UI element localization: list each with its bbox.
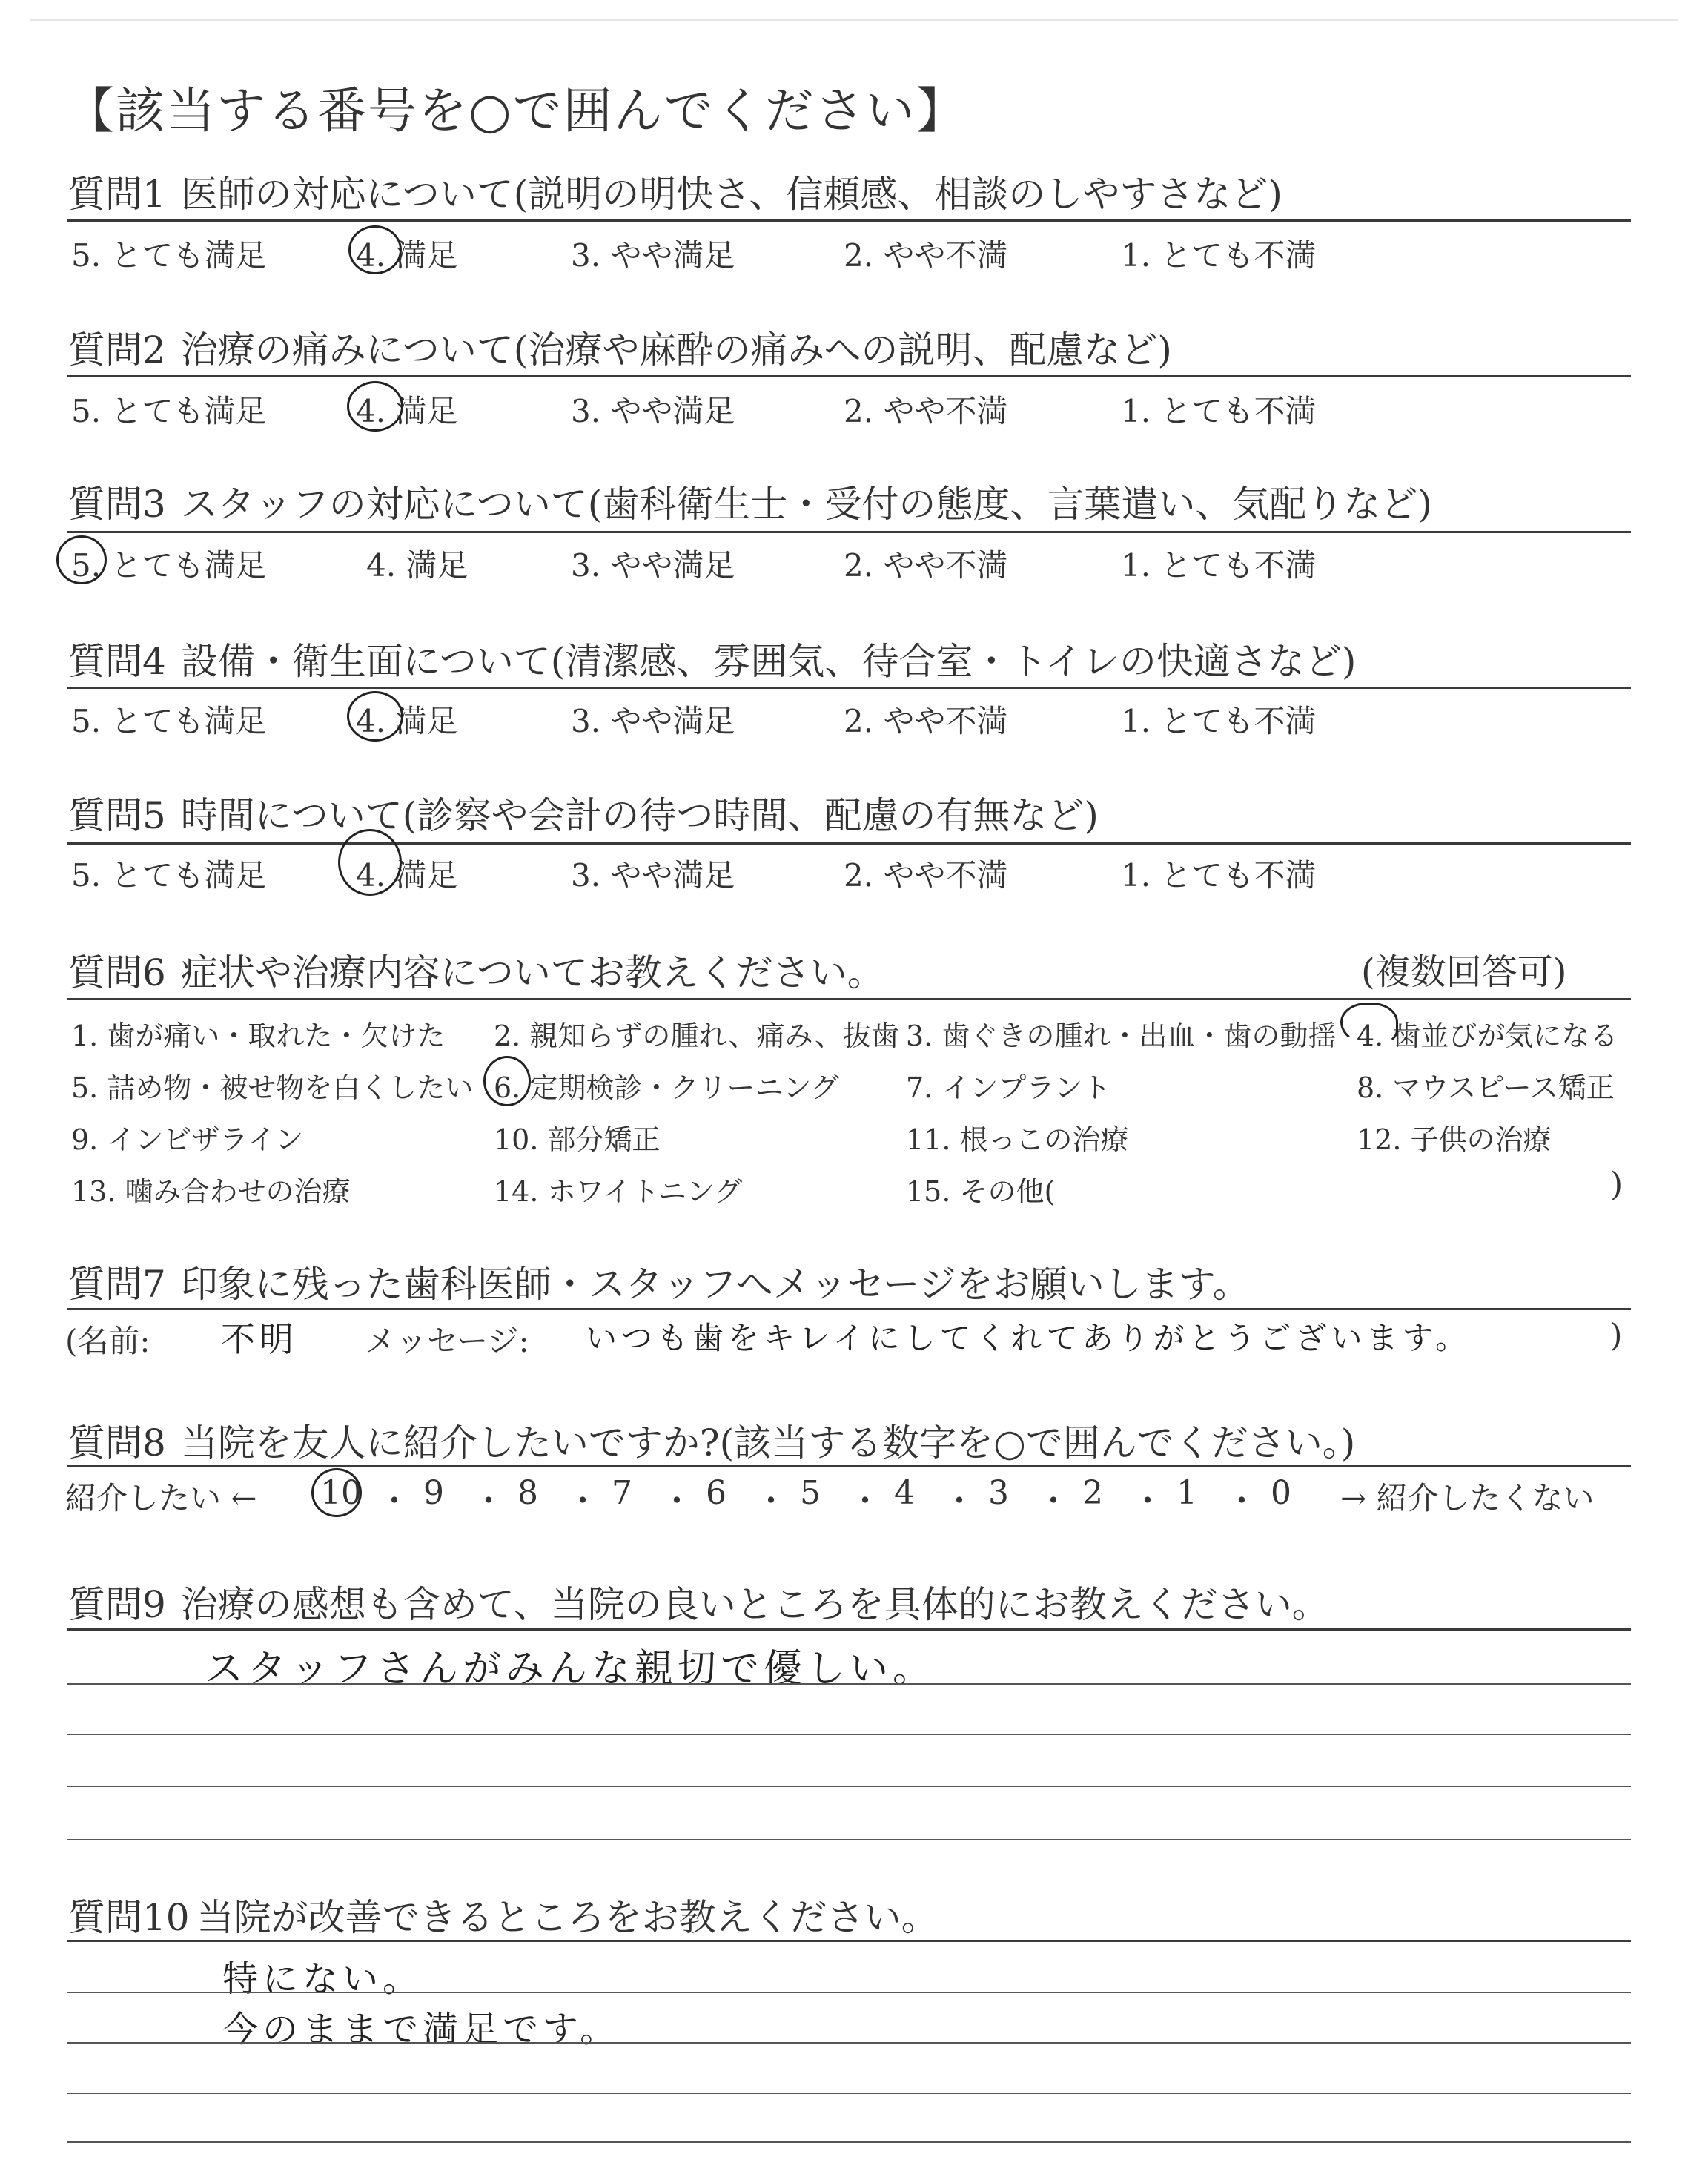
q5-option-2[interactable]: 2. やや不満 — [844, 857, 1008, 894]
q1-number: 質問1 — [68, 173, 166, 216]
q8-scale-separator: ・ — [943, 1482, 976, 1520]
q3-option-5[interactable]: 5. とても満足 — [71, 547, 267, 584]
q10-title — [68, 1888, 939, 1941]
q10-answer-line-2 — [67, 2042, 1631, 2044]
q7-number: 質問7 — [68, 1263, 166, 1306]
q2-rule — [67, 375, 1631, 377]
q6-option-2[interactable]: 2. 親知らずの腫れ、痛み、抜歯 — [494, 1020, 899, 1052]
q1-rule — [67, 219, 1631, 222]
q6-option-13[interactable]: 13. 噛み合わせの治療 — [71, 1175, 351, 1208]
q7-title — [68, 1255, 1250, 1308]
q10-answer-line-1 — [67, 1992, 1631, 1993]
q6-option-5[interactable]: 5. 詰め物・被せ物を白くしたい — [71, 1071, 474, 1104]
q6-option-14[interactable]: 14. ホワイトニング — [494, 1175, 743, 1208]
q6-other-close-paren: ) — [1610, 1166, 1623, 1203]
q1-option-5[interactable]: 5. とても満足 — [71, 237, 267, 274]
q8-scale-separator: ・ — [566, 1482, 599, 1520]
form-heading: 【該当する番号を○で囲んでください】 — [65, 82, 967, 139]
q8-scale-option-3[interactable]: 3 — [988, 1474, 1009, 1512]
q7-text: 印象に残った歯科医師・スタッフへメッセージをお願いします。 — [180, 1263, 1250, 1306]
q5-number: 質問5 — [68, 794, 166, 837]
q10-answer-line-3 — [67, 2093, 1631, 2094]
q6-number: 質問6 — [68, 951, 166, 994]
q5-text: 時間について(診察や会計の待つ時間、配慮の有無など) — [180, 794, 1099, 837]
q1-option-2[interactable]: 2. やや不満 — [844, 237, 1008, 274]
q10-text: 当院が改善できるところをお教えください。 — [196, 1896, 939, 1939]
q6-option-10[interactable]: 10. 部分矯正 — [494, 1123, 661, 1156]
q8-scale-option-7[interactable]: 7 — [612, 1474, 632, 1512]
q8-scale-option-0[interactable]: 0 — [1271, 1474, 1291, 1512]
q10-answer-line2[interactable]: 今のままで満足です。 — [222, 2009, 620, 2050]
q6-text: 症状や治療内容についてお教えください。 — [180, 951, 884, 994]
q2-text: 治療の痛みについて(治療や麻酔の痛みへの説明、配慮など) — [180, 328, 1172, 371]
q6-option-1[interactable]: 1. 歯が痛い・取れた・欠けた — [71, 1020, 446, 1052]
q5-title — [68, 786, 1099, 839]
q6-option-15[interactable]: 15. その他( — [906, 1175, 1056, 1208]
q3-text: スタッフの対応について(歯科衛生士・受付の態度、言葉遣い、気配りなど) — [180, 483, 1432, 526]
q10-answer-line1[interactable]: 特にない。 — [222, 1958, 423, 2000]
q4-option-1[interactable]: 1. とても不満 — [1121, 703, 1317, 739]
q3-option-2[interactable]: 2. やや不満 — [844, 547, 1008, 584]
q7-name-value[interactable]: 不明 — [221, 1319, 298, 1359]
q7-rule — [67, 1308, 1631, 1310]
q2-number: 質問2 — [68, 328, 166, 371]
q2-option-3[interactable]: 3. やや満足 — [571, 393, 735, 429]
q8-scale-option-1[interactable]: 1 — [1176, 1474, 1197, 1512]
q10-rule — [67, 1940, 1631, 1942]
q8-scale-separator: ・ — [1131, 1482, 1164, 1520]
q8-scale-separator: ・ — [1225, 1482, 1258, 1520]
q4-text: 設備・衛生面について(清潔感、雰囲気、待合室・トイレの快適さなど) — [180, 640, 1357, 683]
q8-rule — [67, 1465, 1631, 1467]
q8-scale-option-9[interactable]: 9 — [423, 1474, 444, 1512]
q10-answer-line-4 — [67, 2141, 1631, 2143]
q8-scale-separator: ・ — [755, 1482, 787, 1520]
q6-option-4[interactable]: 4. 歯並びが気になる — [1357, 1020, 1618, 1052]
q8-scale-option-2[interactable]: 2 — [1082, 1474, 1103, 1512]
q6-option-11[interactable]: 11. 根っこの治療 — [906, 1123, 1129, 1156]
q8-title — [68, 1413, 1355, 1467]
q6-rule — [67, 998, 1631, 1000]
q2-option-2[interactable]: 2. やや不満 — [844, 393, 1008, 429]
q9-number: 質問9 — [68, 1583, 166, 1626]
q6-multi-answer-note: (複数回答可) — [1361, 951, 1567, 993]
q6-option-8[interactable]: 8. マウスピース矯正 — [1357, 1071, 1615, 1104]
q7-name-label: (名前: — [65, 1323, 150, 1359]
q8-scale-separator: ・ — [472, 1482, 505, 1520]
q6-option-12[interactable]: 12. 子供の治療 — [1357, 1123, 1552, 1156]
q5-option-1[interactable]: 1. とても不満 — [1121, 857, 1317, 894]
q8-scale-option-4[interactable]: 4 — [894, 1474, 915, 1512]
q8-scale-option-5[interactable]: 5 — [800, 1474, 821, 1512]
q6-option-3[interactable]: 3. 歯ぐきの腫れ・出血・歯の動揺 — [906, 1020, 1337, 1052]
q5-rule — [67, 842, 1631, 845]
q9-answer-line-4 — [67, 1839, 1631, 1840]
q8-text: 当院を友人に紹介したいですか?(該当する数字を○で囲んでください。) — [180, 1421, 1356, 1464]
q3-title — [68, 475, 1432, 528]
q1-title — [68, 165, 1282, 218]
q8-scale-option-8[interactable]: 8 — [517, 1474, 538, 1512]
q2-title — [68, 320, 1172, 374]
q1-text: 医師の対応について(説明の明快さ、信頼感、相談のしやすさなど) — [180, 173, 1282, 216]
q5-option-4[interactable]: 4. 満足 — [356, 857, 458, 894]
q9-answer-line-3 — [67, 1786, 1631, 1787]
q8-scale-option-6[interactable]: 6 — [706, 1474, 726, 1512]
q8-scale-separator: ・ — [661, 1482, 693, 1520]
q9-answer-line-1 — [67, 1683, 1631, 1685]
q6-option-6[interactable]: 6. 定期検診・クリーニング — [494, 1071, 839, 1104]
q6-option-7[interactable]: 7. インプラント — [906, 1071, 1111, 1104]
scan-top-edge — [30, 19, 1678, 21]
q7-message-value[interactable]: いつも歯をキレイにしてくれてありがとうございます。 — [586, 1320, 1472, 1356]
q8-scale-option-10[interactable]: 10 — [320, 1474, 362, 1512]
q4-option-3[interactable]: 3. やや満足 — [571, 703, 735, 739]
q2-option-5[interactable]: 5. とても満足 — [71, 393, 267, 429]
q5-option-3[interactable]: 3. やや満足 — [571, 857, 735, 894]
q8-scale-separator: ・ — [1037, 1482, 1070, 1520]
q4-option-5[interactable]: 5. とても満足 — [71, 703, 267, 739]
q8-right-label: → 紹介したくない — [1340, 1480, 1595, 1516]
q6-option-9[interactable]: 9. インビザライン — [71, 1123, 304, 1156]
q3-number: 質問3 — [68, 483, 166, 526]
q8-scale-separator: ・ — [378, 1482, 411, 1520]
q3-option-4[interactable]: 4. 満足 — [366, 547, 469, 584]
q3-option-1[interactable]: 1. とても不満 — [1121, 547, 1317, 584]
q4-option-2[interactable]: 2. やや不満 — [844, 703, 1008, 739]
q1-option-1[interactable]: 1. とても不満 — [1121, 237, 1317, 274]
q9-rule — [67, 1628, 1631, 1631]
q9-title — [68, 1575, 1329, 1628]
q2-option-4[interactable]: 4. 満足 — [356, 393, 458, 429]
q7-message-label: メッセージ: — [365, 1323, 529, 1359]
q9-text: 治療の感想も含めて、当院の良いところを具体的にお教えください。 — [180, 1583, 1329, 1626]
q8-number: 質問8 — [68, 1421, 166, 1464]
q9-answer-line-2 — [67, 1734, 1631, 1735]
q7-close-paren: ) — [1610, 1317, 1623, 1353]
q4-option-4[interactable]: 4. 満足 — [356, 703, 458, 739]
q1-option-3[interactable]: 3. やや満足 — [571, 237, 735, 274]
q4-title — [68, 632, 1356, 685]
q6-title — [68, 943, 884, 997]
q10-number: 質問10 — [68, 1896, 190, 1939]
q1-option-4[interactable]: 4. 満足 — [356, 237, 458, 274]
q3-option-3[interactable]: 3. やや満足 — [571, 547, 735, 584]
q9-answer[interactable]: スタッフさんがみんな親切で優しい。 — [205, 1647, 936, 1691]
q8-left-label: 紹介したい ← — [65, 1480, 257, 1516]
q2-option-1[interactable]: 1. とても不満 — [1121, 393, 1317, 429]
q8-scale-separator: ・ — [849, 1482, 881, 1520]
q5-option-5[interactable]: 5. とても満足 — [71, 857, 267, 894]
q3-rule — [67, 531, 1631, 533]
q4-rule — [67, 687, 1631, 689]
q4-number: 質問4 — [68, 640, 166, 683]
